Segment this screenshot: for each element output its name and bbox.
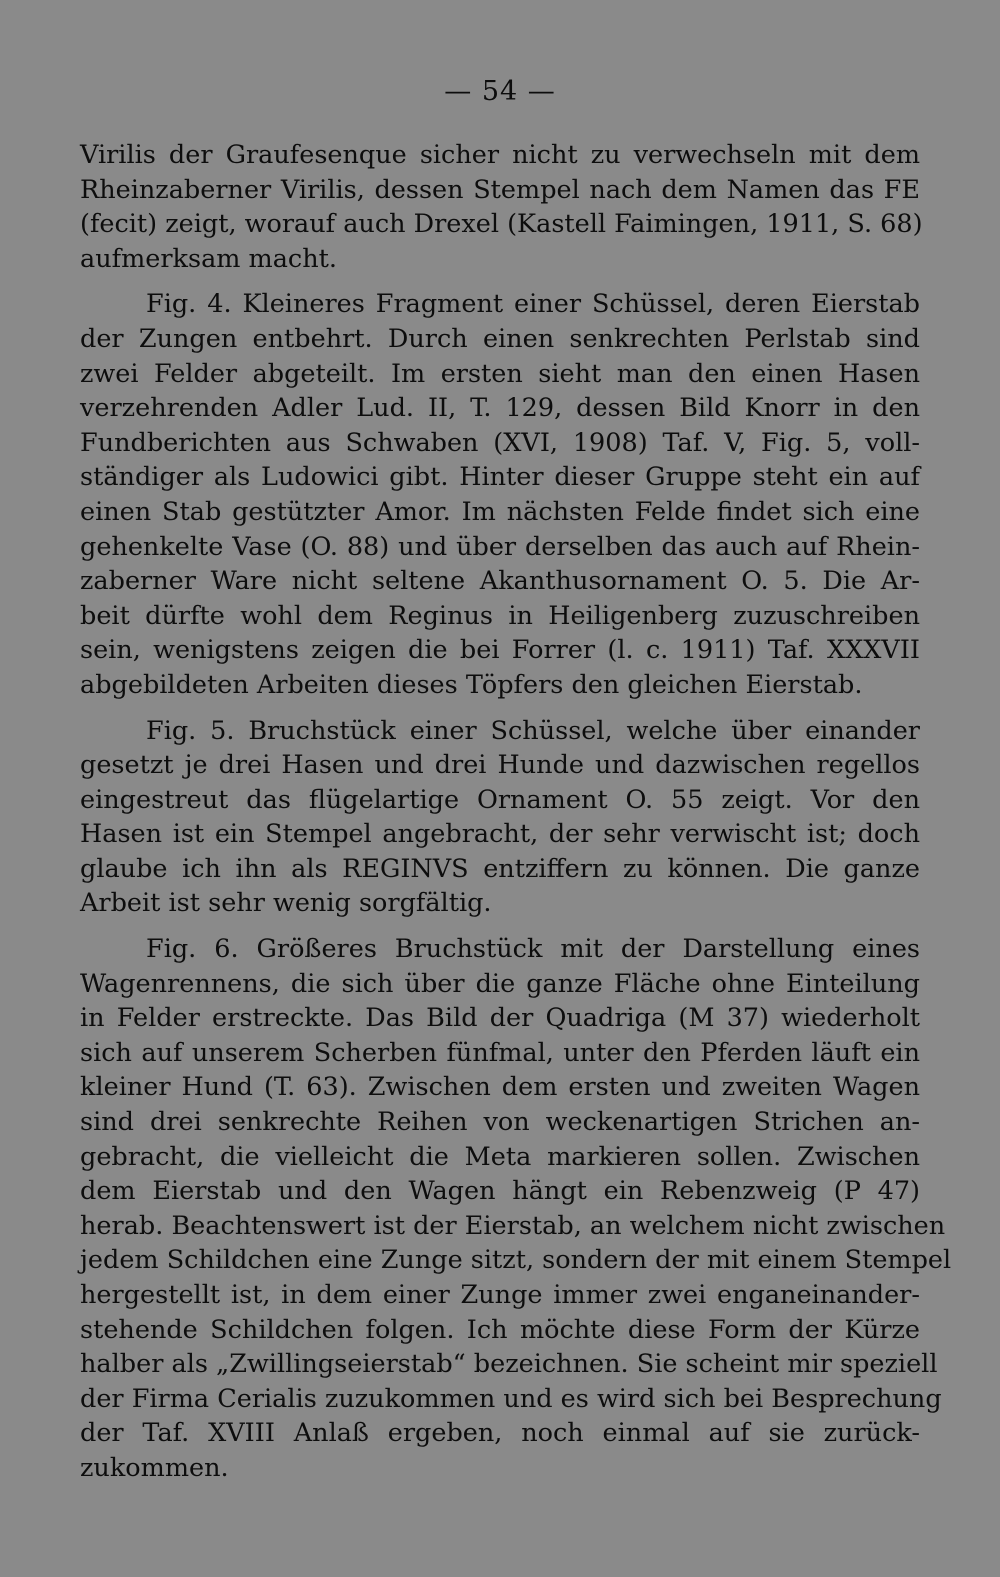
text-line: der Firma Cerialis zuzukommen und es wird sich bei Besprechung (80, 1383, 942, 1414)
paragraph (80, 714, 920, 922)
text-line: Fig. 5. Bruchstück einer Schüssel, welche über einander (146, 715, 920, 746)
text-line: gehenkelte Vase (O. 88) und über derselben das auch auf Rhein- (80, 531, 920, 562)
paragraph-gap (80, 703, 920, 714)
text-line: in Felder erstreckte. Das Bild der Quadriga (M 37) wiederholt (80, 1003, 920, 1034)
paragraph (80, 138, 923, 276)
text-line: ständiger als Ludowici gibt. Hinter dieser Gruppe steht ein auf (80, 462, 920, 493)
text-line: Wagenrennens, die sich über die ganze Fläche ohne Einteilung (80, 968, 920, 999)
text-line: gesetzt je drei Hasen und drei Hunde und dazwischen regellos (80, 750, 920, 781)
text-line: eingestreut das flügelartige Ornament O. 55 zeigt. Vor den (80, 784, 920, 815)
text-line: zaberner Ware nicht seltene Akanthusornament O. 5. Die Ar- (80, 566, 920, 597)
text-line: stehende Schildchen folgen. Ich möchte diese Form der Kürze (80, 1314, 920, 1345)
text-line: aufmerksam macht. (80, 243, 337, 274)
paragraph-gap (80, 276, 920, 287)
text-line: abgebildeten Arbeiten dieses Töpfers den gleichen Eierstab. (80, 669, 863, 700)
paragraph (80, 287, 920, 702)
paragraph (80, 932, 952, 1486)
text-line: zukommen. (80, 1452, 229, 1483)
text-line: gebracht, die vielleicht die Meta markieren sollen. Zwischen (80, 1141, 920, 1172)
text-line: jedem Schildchen eine Zunge sitzt, sondern der mit einem Stempel (80, 1245, 952, 1276)
text-line: glaube ich ihn als REGINVS entziffern zu können. Die ganze (80, 853, 920, 884)
body-text (80, 138, 952, 1486)
text-line: beit dürfte wohl dem Reginus in Heiligenberg zuzuschreiben (80, 600, 920, 631)
text-line: herab. Beachtenswert ist der Eierstab, an welchem nicht zwischen (80, 1210, 946, 1241)
text-line: der Zungen entbehrt. Durch einen senkrechten Perlstab sind (80, 323, 920, 354)
text-line: der Taf. XVIII Anlaß ergeben, noch einmal auf sie zurück- (80, 1418, 920, 1449)
text-line: Fundberichten aus Schwaben (XVI, 1908) Taf. V, Fig. 5, voll- (80, 427, 920, 458)
text-line: kleiner Hund (T. 63). Zwischen dem ersten und zweiten Wagen (80, 1072, 920, 1103)
text-line: Rheinzaberner Virilis, dessen Stempel nach dem Namen das FE (80, 174, 920, 205)
text-line: sind drei senkrechte Reihen von weckenartigen Strichen an- (80, 1107, 920, 1138)
text-line: (fecit) zeigt, worauf auch Drexel (Kastell Faimingen, 1911, S. 68) (80, 209, 923, 240)
text-line: zwei Felder abgeteilt. Im ersten sieht man den einen Hasen (80, 358, 920, 389)
text-line: hergestellt ist, in dem einer Zunge immer zwei enganeinander- (80, 1280, 920, 1310)
text-line: Arbeit ist sehr wenig sorgfältig. (80, 888, 492, 919)
text-line: dem Eierstab und den Wagen hängt ein Rebenzweig (P 47) (80, 1176, 920, 1207)
text-line: sein, wenigstens zeigen die bei Forrer (l. c. 1911) Taf. XXXVII (80, 635, 920, 666)
text-line: Fig. 6. Größeres Bruchstück mit der Darstellung eines (146, 934, 920, 965)
text-line: Fig. 4. Kleineres Fragment einer Schüssel, deren Eierstab (146, 289, 920, 320)
text-line: Hasen ist ein Stempel angebracht, der sehr verwischt ist; doch (80, 819, 920, 850)
text-line: verzehrenden Adler Lud. II, T. 129, dessen Bild Knorr in den (80, 393, 920, 424)
text-line: einen Stab gestützter Amor. Im nächsten Felde findet sich eine (80, 496, 920, 527)
text-line: Virilis der Graufesenque sicher nicht zu verwechseln mit dem (80, 140, 920, 170)
page-number: — 54 — (444, 76, 556, 107)
text-line: halber als „Zwillingseierstab“ bezeichnen. Sie scheint mir speziell (80, 1349, 938, 1380)
text-line: sich auf unserem Scherben fünfmal, unter den Pferden läuft ein (80, 1037, 920, 1068)
paragraph-gap (80, 921, 920, 932)
